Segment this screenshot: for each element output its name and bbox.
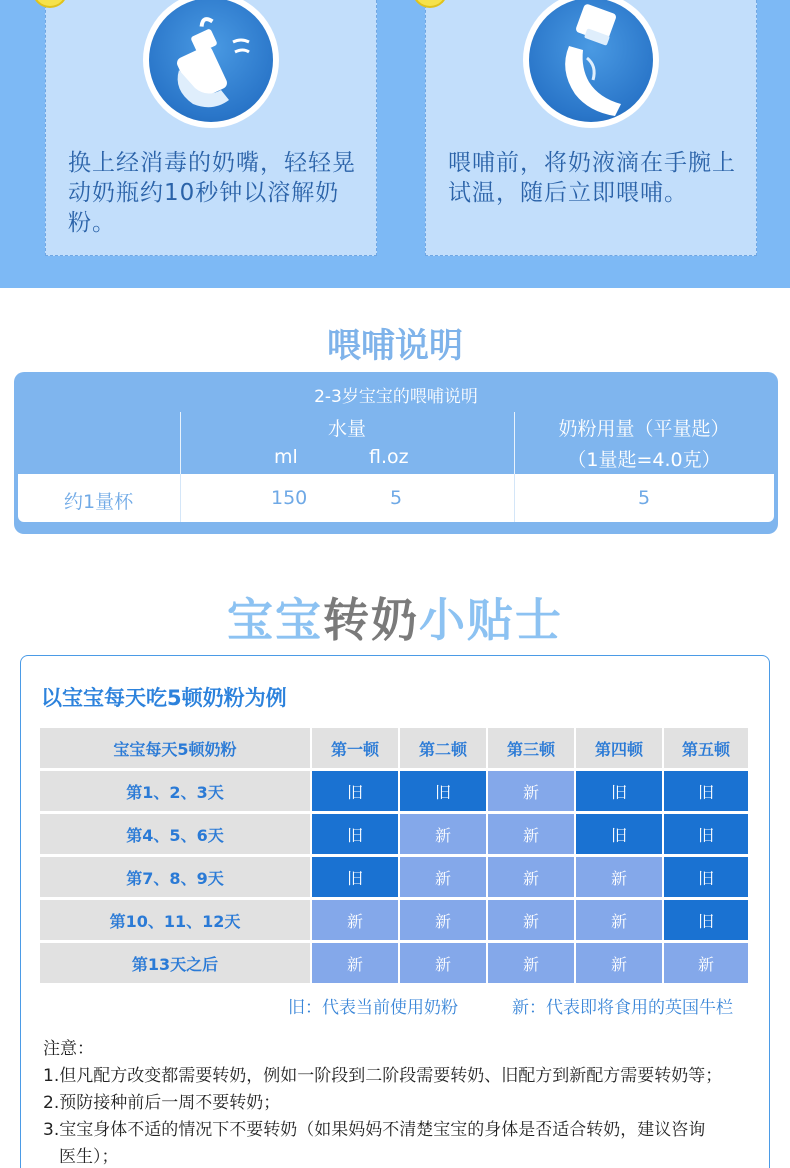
floz-header: fl.oz bbox=[369, 446, 409, 468]
meal-column-header: 第一顿 bbox=[312, 728, 398, 768]
step-number-badge bbox=[412, 0, 448, 8]
wrist-test-icon bbox=[529, 0, 653, 122]
legend-new: 新：代表即将食用的英国牛栏 bbox=[512, 998, 733, 1018]
step-instruction-text: 喂哺前，将奶液滴在手腕上试温，随后立即喂哺。 bbox=[448, 150, 736, 206]
schedule-cell: 旧 bbox=[400, 771, 486, 811]
feeding-table-caption: 2-3岁宝宝的喂哺说明 bbox=[314, 387, 478, 407]
day-range-label: 第1、2、3天 bbox=[40, 771, 310, 811]
tips-subtitle: 以宝宝每天吃5顿奶粉为例 bbox=[41, 686, 287, 710]
schedule-cell: 新 bbox=[400, 814, 486, 854]
ml-value: 150 bbox=[271, 487, 308, 509]
tips-title bbox=[0, 584, 790, 650]
note-item: 3.宝宝身体不适的情况下不要转奶（如果妈妈不清楚宝宝的身体是否适合转奶，建议咨询 bbox=[43, 1120, 706, 1140]
schedule-cell: 新 bbox=[488, 943, 574, 983]
table-row bbox=[18, 474, 774, 522]
schedule-cell: 新 bbox=[576, 943, 662, 983]
step-number-badge bbox=[32, 0, 68, 8]
schedule-cell: 旧 bbox=[576, 814, 662, 854]
schedule-cell: 旧 bbox=[664, 857, 748, 897]
notes-title: 注意： bbox=[43, 1039, 94, 1059]
feeding-guide-title: 喂哺说明 bbox=[327, 326, 463, 366]
notes bbox=[43, 1036, 763, 1168]
day-range-label: 第13天之后 bbox=[40, 943, 310, 983]
day-range-label: 第10、11、12天 bbox=[40, 900, 310, 940]
step-card-test-temp bbox=[425, 0, 757, 256]
step-instruction-text: 换上经消毒的奶嘴，轻轻晃动奶瓶约10秒钟以溶解奶粉。 bbox=[68, 150, 356, 236]
schedule-cell: 新 bbox=[576, 857, 662, 897]
schedule-cell: 新 bbox=[488, 771, 574, 811]
day-range-label: 第7、8、9天 bbox=[40, 857, 310, 897]
table-corner-header: 宝宝每天5顿奶粉 bbox=[40, 728, 310, 768]
step-illustration bbox=[143, 0, 279, 128]
tips-title-part: 转奶 bbox=[323, 593, 419, 647]
meal-column-header: 第五顿 bbox=[664, 728, 748, 768]
schedule-cell: 新 bbox=[488, 900, 574, 940]
row-label: 约1量杯 bbox=[64, 491, 134, 513]
note-item: 2.预防接种前后一周不要转奶； bbox=[43, 1093, 281, 1113]
day-range-label: 第4、5、6天 bbox=[40, 814, 310, 854]
meal-column-header: 第二顿 bbox=[400, 728, 486, 768]
steps-band bbox=[0, 0, 790, 288]
note-item-continued: 医生）； bbox=[59, 1147, 119, 1167]
feeding-table bbox=[14, 372, 778, 534]
schedule-cell: 旧 bbox=[664, 814, 748, 854]
schedule-cell: 新 bbox=[400, 943, 486, 983]
schedule-cell: 新 bbox=[312, 943, 398, 983]
ml-header: ml bbox=[274, 446, 298, 468]
tips-title-part: 小贴士 bbox=[419, 593, 563, 647]
tips-title-part: 宝宝 bbox=[227, 593, 323, 647]
tips-box bbox=[20, 655, 770, 1168]
scoops-value: 5 bbox=[638, 487, 651, 509]
schedule-cell: 新 bbox=[400, 857, 486, 897]
schedule-cell: 新 bbox=[400, 900, 486, 940]
feeding-table-header bbox=[18, 412, 774, 474]
note-item: 1.但凡配方改变都需要转奶，例如一阶段到二阶段需要转奶、旧配方到新配方需要转奶等； bbox=[43, 1066, 723, 1086]
schedule-cell: 新 bbox=[488, 814, 574, 854]
schedule-cell: 旧 bbox=[312, 771, 398, 811]
meal-column-header: 第四顿 bbox=[576, 728, 662, 768]
legend-old: 旧：代表当前使用奶粉 bbox=[288, 998, 458, 1018]
schedule-cell: 新 bbox=[576, 900, 662, 940]
schedule-cell: 旧 bbox=[312, 814, 398, 854]
step-card-shake bbox=[45, 0, 377, 256]
schedule-cell: 新 bbox=[312, 900, 398, 940]
water-header: 水量 bbox=[327, 418, 366, 440]
schedule-cell: 旧 bbox=[664, 900, 748, 940]
shake-bottle-icon bbox=[149, 0, 273, 122]
step-illustration bbox=[523, 0, 659, 128]
schedule-cell: 旧 bbox=[664, 771, 748, 811]
scoop-weight-note: （1量匙=4.0克） bbox=[567, 449, 721, 471]
schedule-cell: 新 bbox=[664, 943, 748, 983]
powder-header: 奶粉用量（平量匙） bbox=[558, 418, 730, 440]
schedule-cell: 旧 bbox=[312, 857, 398, 897]
schedule-cell: 旧 bbox=[576, 771, 662, 811]
floz-value: 5 bbox=[390, 487, 403, 509]
meal-column-header: 第三顿 bbox=[488, 728, 574, 768]
schedule-cell: 新 bbox=[488, 857, 574, 897]
